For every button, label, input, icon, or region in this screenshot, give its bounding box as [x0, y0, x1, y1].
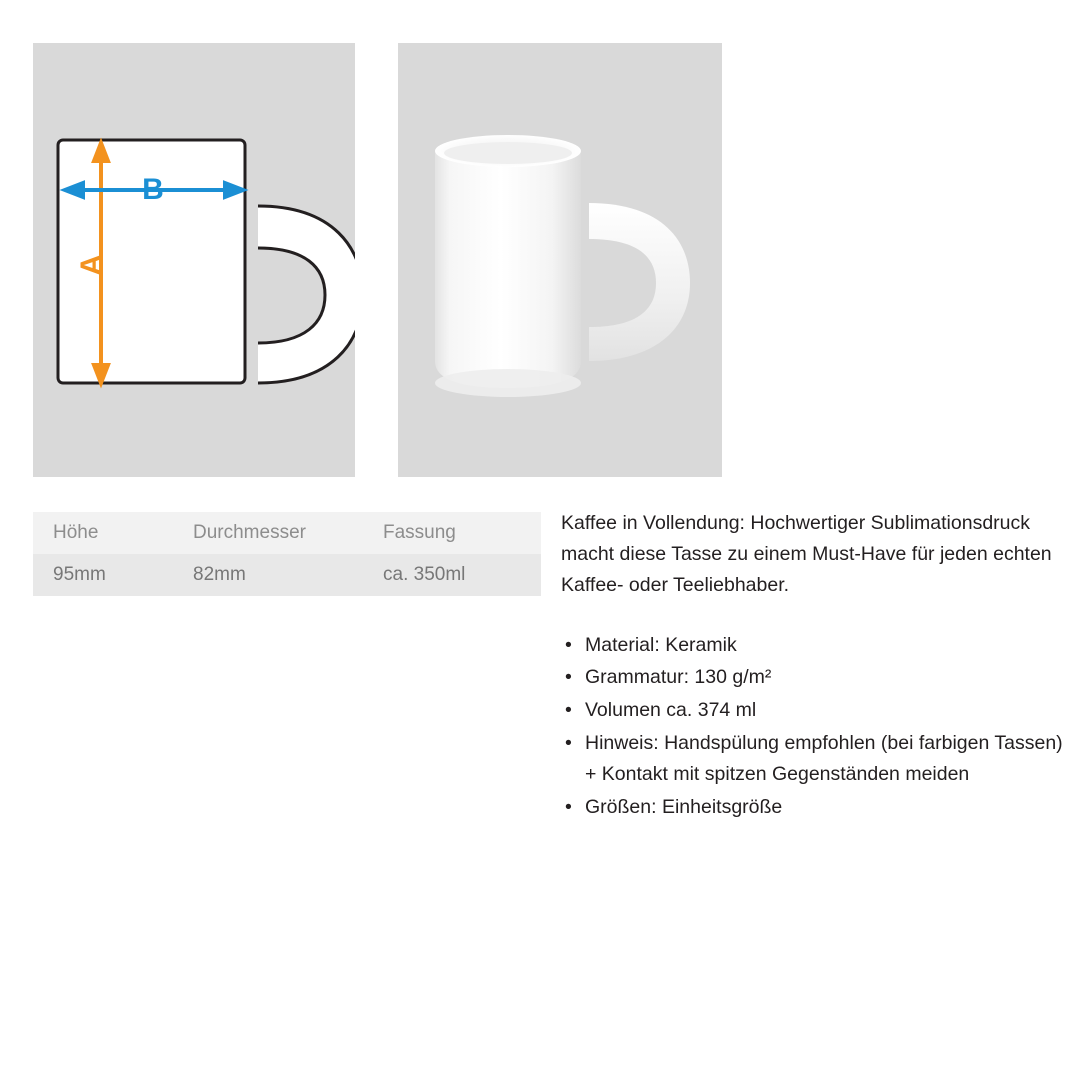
description-intro: Kaffee in Vollendung: Hochwertiger Sublimationsdruck macht diese Tasse zu einem Must-Have für jeden echten Kaffee- oder Teeliebhaber. [561, 512, 1052, 597]
specification-table [33, 512, 541, 596]
value-height: 95mm [53, 564, 106, 585]
table-row [33, 554, 541, 596]
mug-dimension-diagram [33, 43, 355, 477]
mug-dimension-diagram-panel [33, 43, 355, 477]
list-item: • Grammatur: 130 g/m² [561, 662, 1073, 693]
column-header-height: Höhe [53, 522, 99, 543]
feature-list [561, 630, 1073, 823]
table-header-row [33, 512, 541, 554]
mug-photo-panel [398, 43, 722, 477]
column-header-diameter: Durchmesser [193, 522, 306, 543]
value-diameter: 82mm [193, 564, 246, 585]
list-item: • Volumen ca. 374 ml [561, 695, 1073, 726]
width-label: B [142, 173, 164, 206]
list-item: • Hinweis: Handspülung empfohlen (bei farbigen Tassen) + Kontakt mit spitzen Gegenständen meiden [561, 728, 1073, 790]
list-item: • Material: Keramik [561, 630, 1073, 661]
height-label: A [75, 254, 108, 276]
mug-photo [398, 43, 722, 477]
value-capacity: ca. 350ml [383, 564, 466, 585]
product-description [561, 508, 1073, 824]
column-header-capacity: Fassung [383, 522, 456, 543]
list-item: • Größen: Einheitsgröße [561, 792, 1073, 823]
